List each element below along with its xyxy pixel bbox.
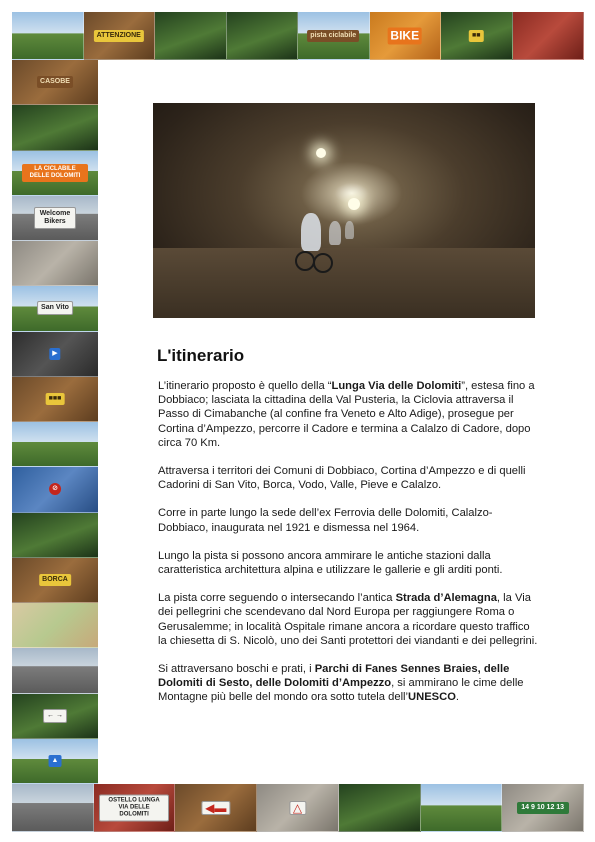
map-photo xyxy=(12,603,98,648)
top-photo-strip xyxy=(12,12,584,60)
banner-photo xyxy=(513,12,585,60)
arrow-sign-photo xyxy=(175,784,257,832)
text-run: , si ammirano le cime delle Montagne più belle del mondo ora sotto tutela dell’ xyxy=(158,677,524,704)
photo-sign-text: San Vito xyxy=(37,301,73,315)
text-run: , la Via dei pellegrini che scendevano dal Nord Europa per raggiungere Roma o Gerusalemme; in località Ospitale rimane ancora a ricordare questo traffico la chiesetta di S. Nicolò, uno dei Santi protettori dei viandanti e dei pellegrini. xyxy=(158,592,538,647)
cyclist-figure xyxy=(329,221,341,245)
info-board-photo xyxy=(155,12,227,60)
photo-sign-text: BIKE xyxy=(387,27,422,44)
paragraph xyxy=(158,591,540,648)
tunnel-light-icon xyxy=(316,148,326,158)
bike-rental-photo xyxy=(370,12,442,60)
text-run: Si attraversano boschi e prati, i xyxy=(158,663,315,676)
photo-sign-text: 14 9 10 12 13 xyxy=(517,802,569,814)
text-run: La pista corre seguendo o intersecando l’antica xyxy=(158,592,396,605)
left-photo-strip xyxy=(12,60,98,784)
welcome-bikers-photo xyxy=(12,196,98,241)
bicycle-wheel-icon xyxy=(295,251,315,271)
paragraph xyxy=(158,379,540,450)
borca-sign-photo xyxy=(12,558,98,603)
signpost-photo xyxy=(12,513,98,558)
yellow-board-photo xyxy=(12,377,98,422)
paragraph xyxy=(158,464,540,492)
tunnel-cyclists-photo xyxy=(153,103,535,318)
road-photo xyxy=(12,784,94,832)
photo-sign-text: LA CICLABILE DELLE DOLOMITI xyxy=(22,164,88,182)
text-run: . xyxy=(455,691,460,704)
text-run: L’itinerario proposto è quello della “ xyxy=(158,380,332,392)
prohibition-icon: ⊘ xyxy=(49,483,61,495)
direction-board-photo xyxy=(12,694,98,739)
photo-sign-text: BORCA xyxy=(39,574,71,586)
photo-sign-text: pista ciclabile xyxy=(307,30,359,42)
mountain-photo xyxy=(12,422,98,467)
paragraph xyxy=(158,506,540,534)
cycle-path-sign-photo xyxy=(12,332,98,377)
bold-text: Parchi di Fanes Sennes Braies, delle Dolomiti di Sesto, delle Dolomiti d’Ampezzo xyxy=(158,663,510,690)
km-marker-photo xyxy=(502,784,584,832)
photo-sign-text: Welcome Bikers xyxy=(34,207,76,229)
trees-photo xyxy=(339,784,421,832)
tunnel-floor xyxy=(153,248,535,318)
train-warning-sign-photo xyxy=(257,784,339,832)
article-body xyxy=(158,379,540,719)
photo-sign-text: ATTENZIONE xyxy=(94,30,144,42)
village-photo xyxy=(421,784,503,832)
cyclist-photo xyxy=(12,12,84,60)
forest-photo xyxy=(227,12,299,60)
bottom-photo-strip xyxy=(12,784,584,832)
station-sign-photo xyxy=(298,12,370,60)
page-title: L'itinerario xyxy=(157,346,245,365)
bold-text: Strada d’Alemagna xyxy=(395,592,497,605)
text-run: Attraversa i territori dei Comuni di Dobbiaco, Cortina d’Ampezzo e di quelli Cadorini di San Vito, Borca, Vodo, Valle, Pieve e Calalzo. xyxy=(158,465,526,492)
text-run: Corre in parte lungo la sede dell’ex Ferrovia delle Dolomiti, Calalzo-Dobbiaco, inaugurata nel 1921 e dismessa nel 1964. xyxy=(158,507,493,534)
train-warning-icon: △ xyxy=(289,801,306,815)
bold-text: Lunga Via delle Dolomiti xyxy=(331,380,462,392)
welcome-sign-photo xyxy=(84,12,156,60)
no-pedestrian-sign-photo xyxy=(12,467,98,512)
photo-sign-text: CASOBE xyxy=(37,76,73,88)
san-vito-sign-photo xyxy=(12,286,98,331)
paragraph xyxy=(158,662,540,705)
bicycle-wheel-icon xyxy=(313,253,333,273)
warning-sign-photo xyxy=(12,739,98,784)
bold-text: UNESCO xyxy=(408,691,456,704)
village-sign-photo xyxy=(12,60,98,105)
arrow-left-icon: ◀▬ xyxy=(201,801,230,815)
cyclist-figure xyxy=(345,221,354,239)
bicycle-icon: ▶ xyxy=(49,348,60,360)
plaque-photo xyxy=(12,241,98,286)
photo-sign-text: OSTELLO LUNGA VIA DELLE DOLOMITI xyxy=(99,794,169,821)
cyclist-figure xyxy=(301,213,321,251)
arrow-icon: ← → xyxy=(43,709,67,723)
tunnel-exit-light xyxy=(348,198,360,210)
info-sign-icon: ▲ xyxy=(49,755,62,767)
text-run: Lungo la pista si possono ancora ammirare le antiche stazioni dalla caratteristica architettura alpina e utilizzare le gallerie e gli arditi ponti. xyxy=(158,549,503,577)
bus-photo xyxy=(12,648,98,693)
photo-sign-box: ■■ xyxy=(469,30,483,42)
ostello-sign-photo xyxy=(94,784,176,832)
text-run: ”, estesa fino a Dobbiaco; lasciata la cittadina della Val Pusteria, la Ciclovia attraversa il Passo di Cimabanche (al confine fra Veneto e Alto Adige), prosegue per Cortina d’Ampezzo, percorre il Cadore e termina a Calalzo di Cadore, dopo circa 70 Km. xyxy=(158,380,535,449)
ciclabile-sign-photo xyxy=(12,151,98,196)
yellow-sign-photo xyxy=(441,12,513,60)
paragraph xyxy=(158,549,540,577)
direction-sign-photo xyxy=(12,105,98,150)
photo-sign-box: ■■■ xyxy=(46,393,65,405)
